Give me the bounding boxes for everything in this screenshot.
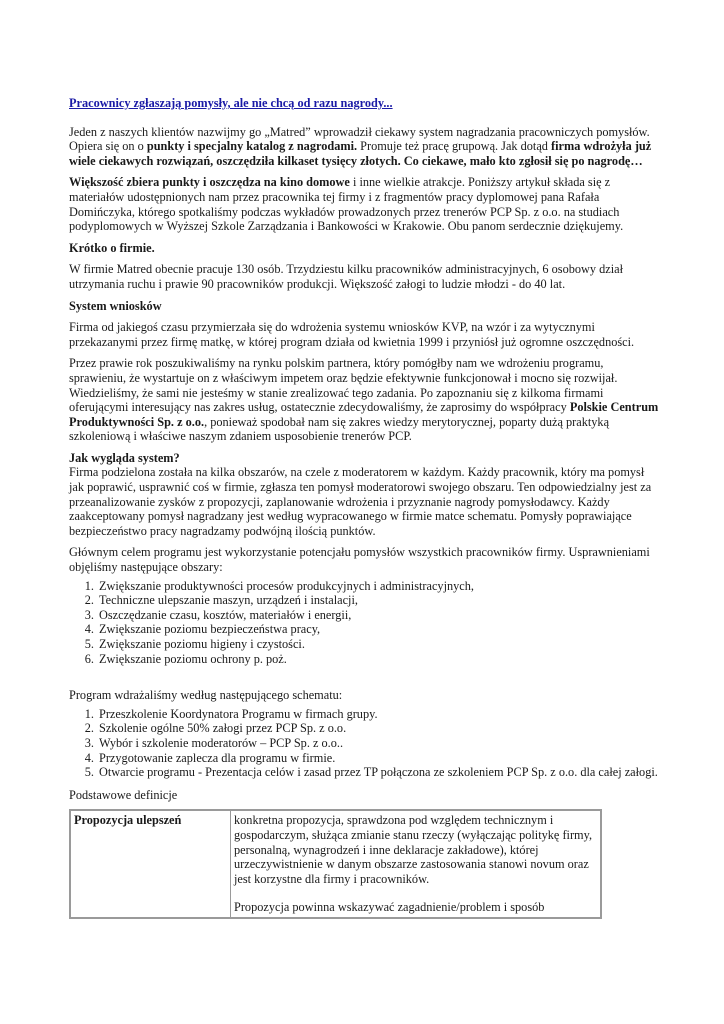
list-item: 2. Szkolenie ogólne 50% załogi przez PCP Sp. z o.o. xyxy=(97,721,659,736)
look-paragraph: Firma podzielona została na kilka obszarów, na czele z moderatorem w każdym. Każdy pracownik, który ma pomysł jak poprawić, usprawnić coś w firmie, zgłasza ten pomysł moderatorowi swojego obszaru. Ten odpowiedzialny jest za przeanalizowanie zysków z propozycji, zaplanowanie wdrożenia i przyznanie nagrody pomysłodawcy. Każdy zaakceptowany pomysł nagradzany jest według wypracowanego w firmie matce schematu. Pomysły poprawiające bezpieczeństwo pracy nagradzamy podwójną ilością punktów. xyxy=(69,465,652,538)
areas-list xyxy=(69,579,659,667)
points-bold: Większość zbiera punkty i oszczędza na kino domowe xyxy=(69,175,350,190)
article-title-link[interactable]: Pracownicy zgłaszają pomysły, ale nie chcą od razu nagrody... xyxy=(69,96,393,110)
intro-bold-1: punkty i specjalny katalog z nagrodami. xyxy=(146,139,358,154)
section-heading-system: System wniosków xyxy=(69,298,162,313)
list-item: 4. Przygotowanie zaplecza dla programu w firmie. xyxy=(97,751,659,766)
definition-text-2: Propozycja powinna wskazywać zagadnienie/problem i sposób xyxy=(234,900,545,915)
scheme-paragraph: Program wdrażaliśmy według następującego schematu: xyxy=(69,688,343,703)
list-item: 1. Przeszkolenie Koordynatora Programu w firmach grupy. xyxy=(97,707,659,722)
list-item: 6. Zwiększanie poziomu ochrony p. poż. xyxy=(97,652,659,667)
section-heading-firm: Krótko o firmie. xyxy=(69,240,155,255)
system-text-2: , ponieważ spodobał nam się zakres wiedzy merytorycznej, poparty dużą praktyką szkoleniową i właściwe naszym zdaniem usposobienie trenerów PCP. xyxy=(69,414,610,444)
intro-bold-2: firma wdrożyła już wiele ciekawych rozwiązań, oszczędziła kilkaset tysięcy złotych. Co ciekawe, mało kto zgłosił się po nagrodę… xyxy=(69,139,652,168)
spacer xyxy=(69,674,659,688)
system-text-1: Przez prawie rok poszukiwaliśmy na rynku polskim partnera, który pomógłby nam we wdrożeniu programu, sprawieniu, że wystartuje on z właściwym impetem oraz będzie efektywnie funkcjonował i mocno się rozwijał. Wiedzieliśmy, że sami nie jesteśmy w stanie zrealizować tego zadania. Po zapoznaniu się z kilkoma firmami oferującymi interesujący nas zakres usług, ostatecznie zdecydowaliśmy, że zaprosimy do współpracy xyxy=(69,356,618,415)
points-paragraph xyxy=(69,175,659,233)
list-item: 5. Zwiększanie poziomu higieny i czystości. xyxy=(97,637,659,652)
list-item: 5. Otwarcie programu - Prezentacja celów i zasad przez TP połączona ze szkoleniem PCP Sp. z o.o. dla całej załogi. xyxy=(97,765,659,780)
list-item: 4. Zwiększanie poziomu bezpieczeństwa pracy, xyxy=(97,622,659,637)
list-item: 1. Zwiększanie produktywności procesów produkcyjnych i administracyjnych, xyxy=(97,579,659,594)
definitions-label: Podstawowe definicje xyxy=(69,787,178,802)
intro-text-2: Promuje też pracę grupową. Jak dotąd xyxy=(357,139,552,154)
table-row xyxy=(70,810,601,918)
list-item: 3. Wybór i szkolenie moderatorów – PCP Sp. z o.o.. xyxy=(97,736,659,751)
steps-list xyxy=(69,707,659,780)
document-page xyxy=(69,96,659,919)
list-item: 2. Techniczne ulepszanie maszyn, urządzeń i instalacji, xyxy=(97,593,659,608)
definition-text-1: konkretna propozycja, sprawdzona pod względem technicznym i gospodarczym, służąca zmianie stanu rzeczy (wyłączając politykę firmy, personalną, wynagrodzeń i inne deklaracje zakładowe), której urzeczywistnienie w danym obszarze zastosowania stanowi novum oraz jest korzystne dla firmy i pracowników. xyxy=(234,813,593,886)
points-text: i inne wielkie atrakcje. Poniższy artykuł składa się z materiałów udostępnionych nam przez pracownika tej firmy i z fragmentów pracy dyplomowej pana Rafała Domińczyka, którego spotkaliśmy podczas wykładów prowadzonych przez trenerów PCP Sp. z o.o. na studiach podyplomowych w Wyższej Szkole Zarządzania i Bankowości w Krakowie. Obu panom serdecznie dziękujemy. xyxy=(69,175,624,234)
list-item: 3. Oszczędzanie czasu, kosztów, materiałów i energii, xyxy=(97,608,659,623)
goal-paragraph: Głównym celem programu jest wykorzystanie potencjału pomysłów wszystkich pracowników firmy. Usprawnieniami objęliśmy następujące obszary: xyxy=(69,545,650,575)
firm-paragraph: W firmie Matred obecnie pracuje 130 osób. Trzydziestu kilku pracowników administracyjnych, 6 osobowy dział utrzymania ruchu i prawie 90 pracowników produkcji. Większość załogi to ludzie młodzi - do 40 lat. xyxy=(69,262,624,291)
definition-term: Propozycja ulepszeń xyxy=(70,810,231,918)
definitions-table xyxy=(69,809,602,919)
intro-paragraph xyxy=(69,125,659,169)
system-paragraph-1: Firma od jakiegoś czasu przymierzała się do wdrożenia systemu wniosków KVP, na wzór i za wytycznymi przekazanymi przez firmę matkę, w której program działa od kwietnia 1999 i przyniósł już ogromne oszczędności. xyxy=(69,320,635,349)
section-heading-look: Jak wygląda system? xyxy=(69,450,180,465)
intro-text-1: Jeden z naszych klientów nazwijmy go „Matred” wprowadził ciekawy system nagradzania pracowniczych pomysłów. Opiera się on o xyxy=(69,124,650,154)
definition-body xyxy=(231,810,602,918)
system-paragraph-2 xyxy=(69,356,659,444)
system-bold: Polskie Centrum Produktywności Sp. z o.o. xyxy=(69,400,659,429)
